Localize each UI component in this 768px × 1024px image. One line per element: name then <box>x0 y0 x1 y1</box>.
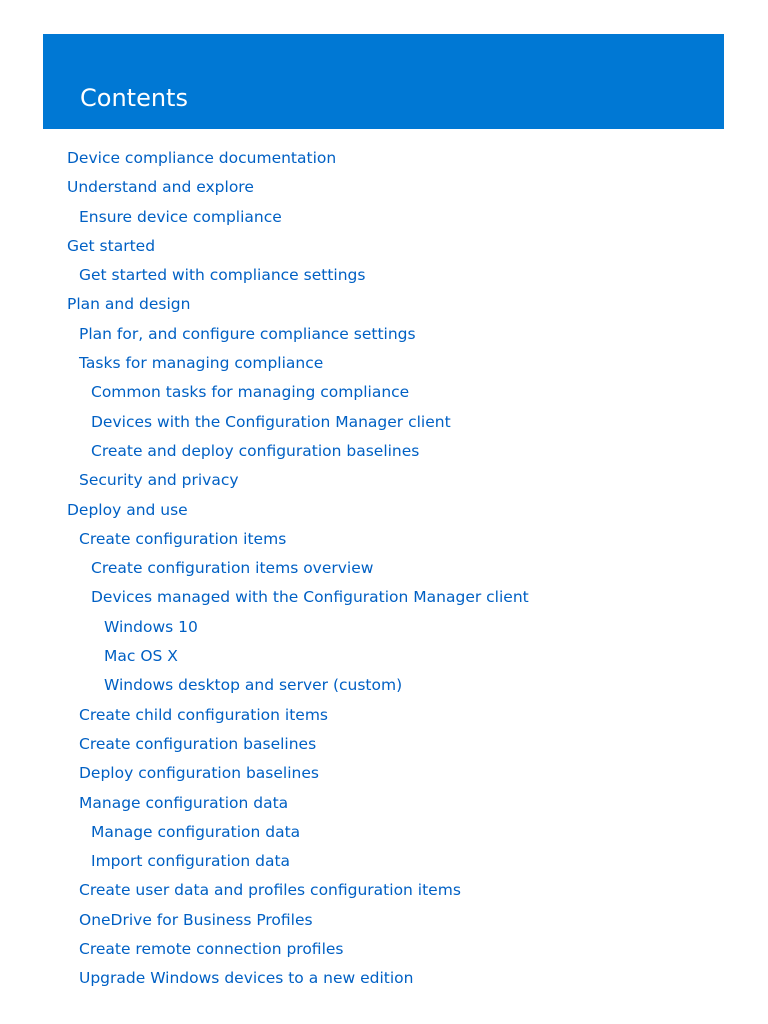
toc-link[interactable]: Get started with compliance settings <box>79 266 366 285</box>
toc-link[interactable]: Windows 10 <box>104 617 198 636</box>
toc-link[interactable]: Windows desktop and server (custom) <box>104 676 403 695</box>
toc-link[interactable]: Create child configuration items <box>79 705 328 724</box>
toc-link[interactable]: Devices managed with the Configuration Manager client <box>91 588 529 607</box>
toc-link[interactable]: Common tasks for managing compliance <box>91 383 410 402</box>
toc-link[interactable]: Manage configuration data <box>91 822 301 841</box>
toc-link[interactable]: Deploy and use <box>67 500 188 519</box>
toc-link[interactable]: Create configuration items overview <box>91 559 374 578</box>
table-of-contents <box>67 144 529 994</box>
toc-link[interactable]: OneDrive for Business Profiles <box>79 910 313 929</box>
contents-header <box>43 34 724 129</box>
toc-link[interactable]: Get started <box>67 236 156 255</box>
toc-link[interactable]: Create configuration items <box>79 529 287 548</box>
toc-link[interactable]: Create and deploy configuration baselines <box>91 441 420 460</box>
toc-link[interactable]: Create configuration baselines <box>79 734 317 753</box>
toc-link[interactable]: Upgrade Windows devices to a new edition <box>79 969 414 988</box>
toc-link[interactable]: Manage configuration data <box>79 793 289 812</box>
toc-link[interactable]: Devices with the Configuration Manager client <box>91 412 451 431</box>
toc-link[interactable]: Understand and explore <box>67 178 254 197</box>
toc-link[interactable]: Plan for, and configure compliance settings <box>79 324 416 343</box>
toc-link[interactable]: Deploy configuration baselines <box>79 764 319 783</box>
toc-link[interactable]: Tasks for managing compliance <box>79 354 324 373</box>
toc-link[interactable]: Security and privacy <box>79 471 239 490</box>
toc-link[interactable]: Plan and design <box>67 295 191 314</box>
page-title: Contents <box>80 84 188 113</box>
toc-link[interactable]: Create remote connection profiles <box>79 940 344 959</box>
toc-link[interactable]: Device compliance documentation <box>67 149 337 167</box>
toc-link[interactable]: Ensure device compliance <box>79 207 282 226</box>
toc-link[interactable]: Create user data and profiles configuration items <box>79 881 461 900</box>
toc-link[interactable]: Import configuration data <box>91 852 291 871</box>
toc-link[interactable]: Mac OS X <box>104 647 178 666</box>
